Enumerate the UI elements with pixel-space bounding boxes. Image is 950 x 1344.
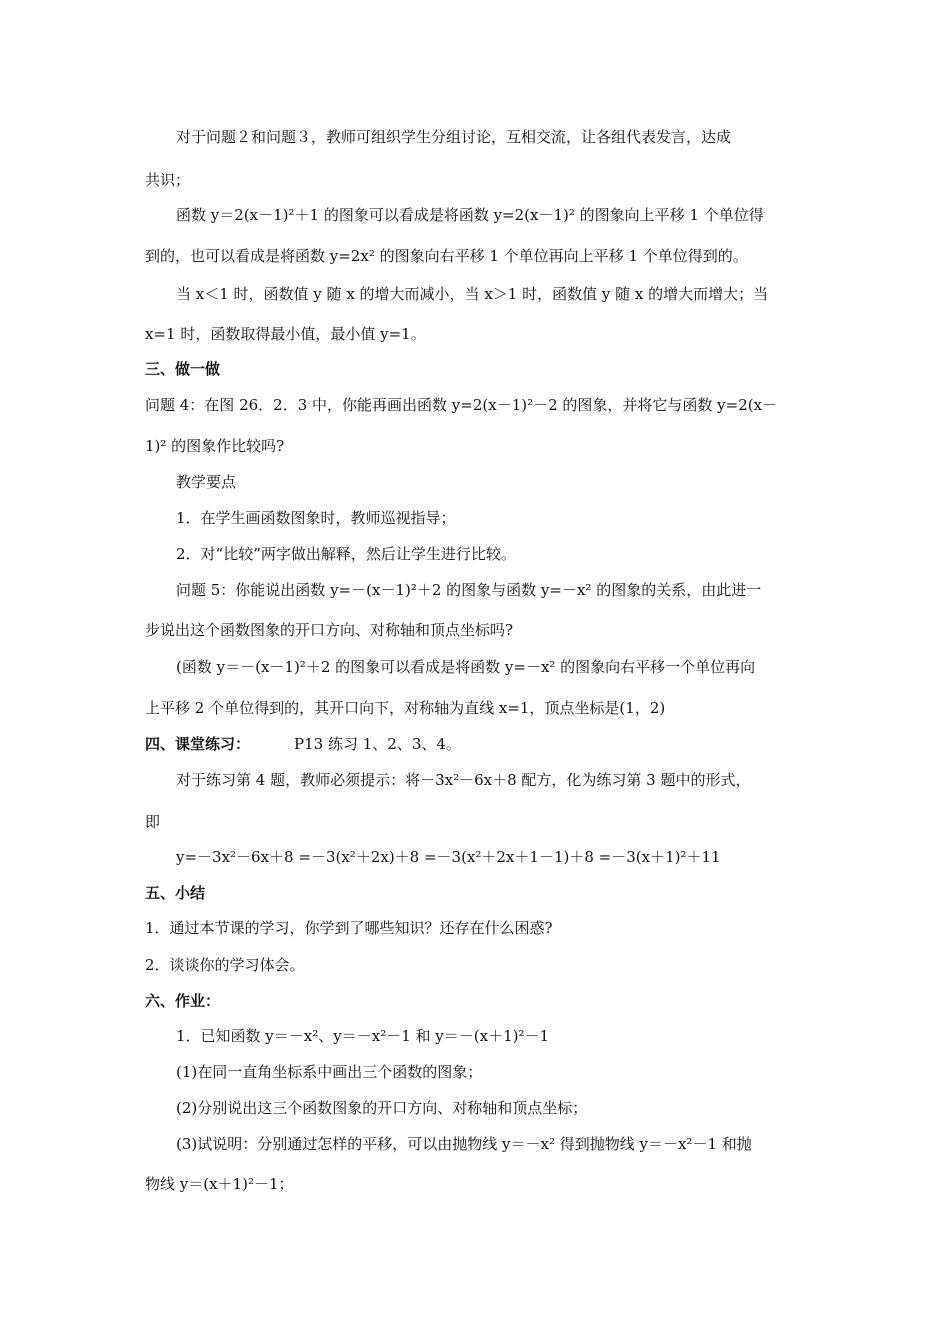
paragraph-line: x=1 时，函数取得最小值，最小值 y=1。 <box>145 325 426 343</box>
exercise-reference: P13 练习 1、2、3、4。 <box>294 735 461 753</box>
list-item: 2．谈谈你的学习体会。 <box>145 956 305 974</box>
paragraph-line: 对于问题２和问题３，教师可组织学生分组讨论，互相交流，让各组代表发言，达成 <box>176 128 732 146</box>
paragraph-line: 物线 y＝(x＋1)²－1； <box>145 1175 294 1193</box>
paragraph-line: 1)² 的图象作比较吗? <box>145 437 285 455</box>
section-heading: 五、小结 <box>145 884 206 902</box>
paragraph-line: 当 x＜1 时，函数值 y 随 x 的增大而减小，当 x＞1 时，函数值 y 随 x 的增大而增大；当 <box>176 285 769 303</box>
section-heading: 四、课堂练习： <box>145 735 251 753</box>
section-heading-line <box>145 734 461 754</box>
formula-line: y=－3x²－6x＋8 =－3(x²＋2x)＋8 =－3(x²＋2x＋1－1)＋8 =－3(x＋1)²＋11 <box>176 848 721 866</box>
list-item: 1．已知函数 y＝－x²、y＝－x²－1 和 y＝－(x＋1)²－1 <box>176 1027 550 1045</box>
section-heading: 三、做一做 <box>145 360 221 378</box>
paragraph-line: 对于练习第 4 题，教师必须提示：将－3x²－6x＋8 配方，化为练习第 3 题中的形式， <box>176 771 751 789</box>
section-heading: 六、作业： <box>145 992 221 1010</box>
paragraph-line: 教学要点 <box>176 473 237 491</box>
paragraph-line: 步说出这个函数图象的开口方向、对称轴和顶点坐标吗? <box>145 621 514 639</box>
list-item: (2)分别说出这三个函数图象的开口方向、对称轴和顶点坐标； <box>176 1099 588 1117</box>
paragraph-line: 问题 4：在图 26．2．3 中，你能再画出函数 y=2(x－1)²－2 的图象，并将它与函数 y=2(x－ <box>145 396 778 414</box>
paragraph-line: 到的，也可以看成是将函数 y=2x² 的图象向右平移 1 个单位再向上平移 1 个单位得到的。 <box>145 247 748 265</box>
paragraph-line: (函数 y＝－(x－1)²＋2 的图象可以看成是将函数 y=－x² 的图象向右平移一个单位再向 <box>176 658 756 676</box>
list-item: (1)在同一直角坐标系中画出三个函数的图象； <box>176 1063 483 1081</box>
paragraph-line: 上平移 2 个单位得到的，其开口向下，对称轴为直线 x=1，顶点坐标是(1，2) <box>145 699 666 717</box>
list-item: 2．对“比较”两字做出解释，然后让学生进行比较。 <box>176 545 516 563</box>
list-item: 1．通过本节课的学习，你学到了哪些知识？还存在什么困惑? <box>145 919 553 937</box>
paragraph-line: 共识； <box>145 171 191 189</box>
list-item: (3)试说明：分别通过怎样的平移，可以由抛物线 y＝－x² 得到抛物线 y＝－x²－1 和抛 <box>176 1135 752 1153</box>
list-item: 1．在学生画函数图象时，教师巡视指导； <box>176 509 456 527</box>
paragraph-line: 函数 y＝2(x－1)²＋1 的图象可以看成是将函数 y=2(x－1)² 的图象向上平移 1 个单位得 <box>176 206 764 224</box>
paragraph-line: 即 <box>145 813 161 831</box>
paragraph-line: 问题 5：你能说出函数 y=－(x－1)²＋2 的图象与函数 y=－x² 的图象的关系，由此进一 <box>176 581 762 599</box>
